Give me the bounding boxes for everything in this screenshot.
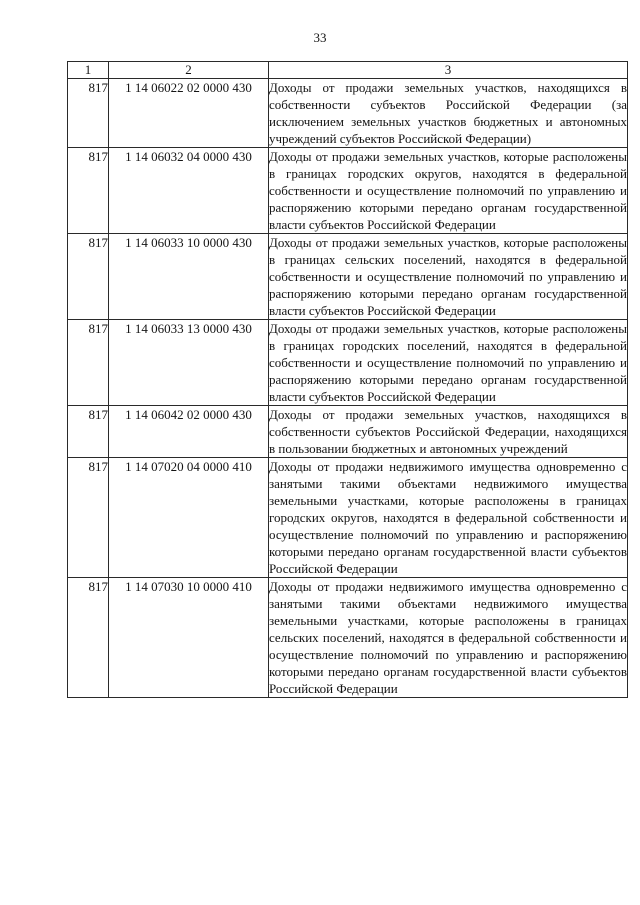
budget-code-cell: 1 14 06033 10 0000 430	[109, 234, 269, 320]
revenue-codes-table	[67, 61, 628, 698]
table-row	[68, 79, 628, 148]
description-cell: Доходы от продажи недвижимого имущества одновременно с занятыми такими объектами недвижимого имущества земельными участками, которые расположены в границах городских округов, находятся в федеральной собственности и осуществление полномочий по управлению и распоряжению которыми передано органам государственной власти субъектов Российской Федерации	[269, 459, 627, 576]
description-cell: Доходы от продажи недвижимого имущества одновременно с занятыми такими объектами недвижимого имущества земельными участками, которые расположены в границах сельских поселений, находятся в федеральной собственности и осуществление полномочий по управлению и распоряжению которыми передано органам государственной власти субъектов Российской Федерации	[269, 579, 627, 696]
admin-code-cell: 817	[68, 458, 109, 578]
table-row	[68, 458, 628, 578]
budget-code-cell: 1 14 06033 13 0000 430	[109, 320, 269, 406]
description-cell: Доходы от продажи земельных участков, которые расположены в границах сельских поселений, находятся в федеральной собственности и осуществление полномочий по управлению и распоряжению которыми передано органам государственной власти субъектов Российской Федерации	[269, 235, 627, 318]
table-row	[68, 320, 628, 406]
admin-code-cell: 817	[68, 320, 109, 406]
page-number: 33	[313, 30, 327, 45]
admin-code-cell: 817	[68, 234, 109, 320]
description-cell: Доходы от продажи земельных участков, которые расположены в границах городских округов, находятся в федеральной собственности и осуществление полномочий по управлению и распоряжению которыми передано органам государственной власти субъектов Российской Федерации	[269, 149, 627, 232]
budget-code-cell: 1 14 07030 10 0000 410	[109, 578, 269, 698]
column-header-2: 2	[109, 62, 269, 79]
description-cell: Доходы от продажи земельных участков, находящихся в собственности субъектов Российской Федерации, находящихся в пользовании бюджетных и автономных учреждений	[269, 407, 627, 456]
column-header-3: 3	[269, 62, 628, 79]
admin-code-cell: 817	[68, 578, 109, 698]
table-header-row	[68, 62, 628, 79]
table-row	[68, 406, 628, 458]
description-cell: Доходы от продажи земельных участков, находящихся в собственности субъектов Российской Федерации (за исключением земельных участков бюджетных и автономных учреждений субъектов Российской Федерации)	[269, 80, 627, 146]
budget-code-cell: 1 14 06022 02 0000 430	[109, 79, 269, 148]
admin-code-cell: 817	[68, 406, 109, 458]
budget-code-cell: 1 14 06042 02 0000 430	[109, 406, 269, 458]
budget-code-cell: 1 14 06032 04 0000 430	[109, 148, 269, 234]
budget-code-cell: 1 14 07020 04 0000 410	[109, 458, 269, 578]
admin-code-cell: 817	[68, 79, 109, 148]
table-row	[68, 148, 628, 234]
table-row	[68, 578, 628, 698]
table-row	[68, 234, 628, 320]
column-header-1: 1	[68, 62, 109, 79]
admin-code-cell: 817	[68, 148, 109, 234]
description-cell: Доходы от продажи земельных участков, которые расположены в границах городских поселений, находятся в федеральной собственности и осуществление полномочий по управлению и распоряжению которыми передано органам государственной власти субъектов Российской Федерации	[269, 321, 627, 404]
